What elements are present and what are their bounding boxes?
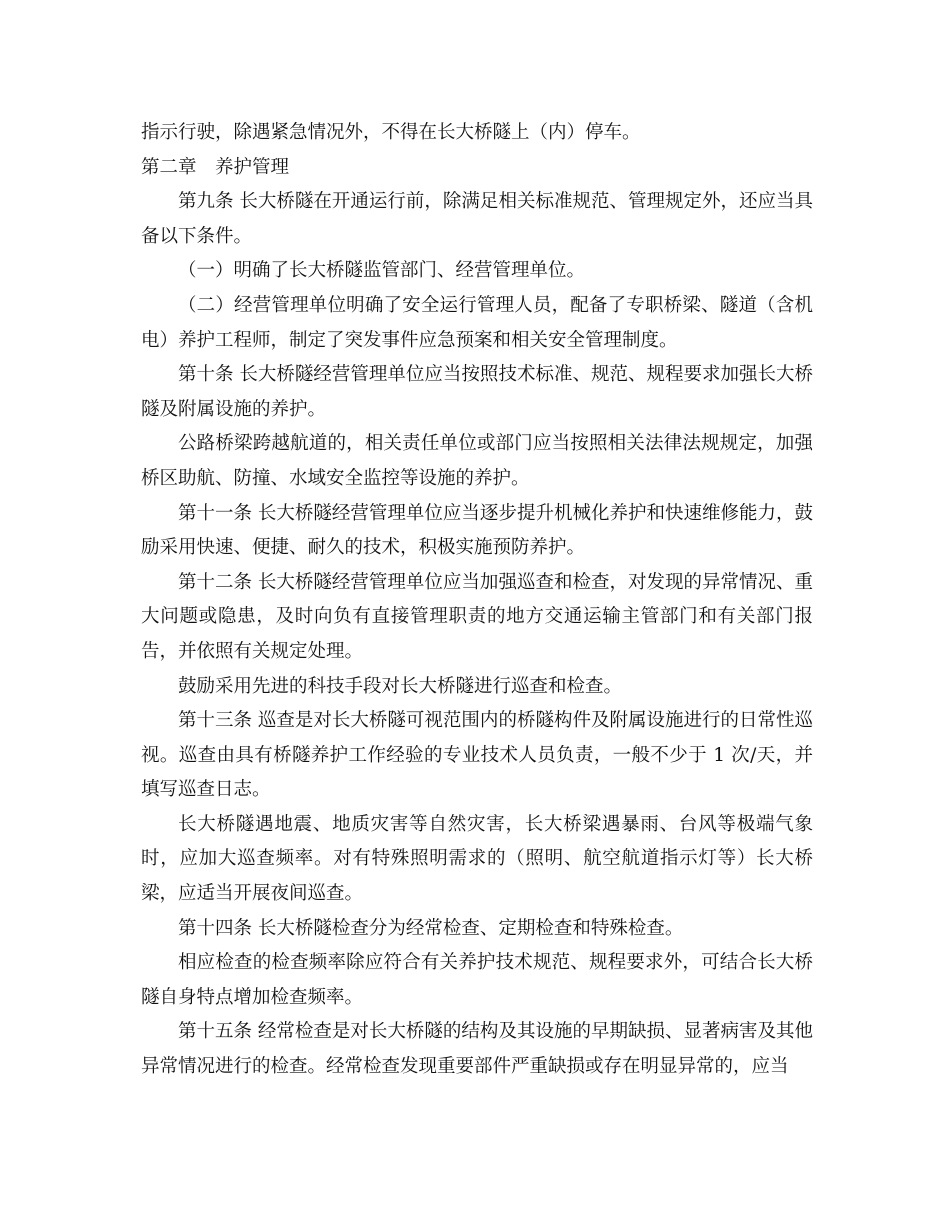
paragraph-continuation: 指示行驶，除遇紧急情况外，不得在长大桥隧上（内）停车。 (141, 122, 641, 143)
chapter-heading: 第二章 养护管理 (141, 156, 290, 178)
article-13: 第十三条 巡查是对长大桥隧可视范围内的桥隧构件及附属设施进行的日常性巡视。巡查由具有桥隧养护工作经验的专业技术人员负责，一般不少于 1 次/天，并填写巡查日志。 (141, 710, 813, 801)
article-14-paragraph-2: 相应检查的检查频率除应符合有关养护技术规范、规程要求外，可结合长大桥隧自身特点增加检查频率。 (141, 952, 813, 1008)
article-10-paragraph-2: 公路桥梁跨越航道的，相关责任单位或部门应当按照相关法律法规规定，加强桥区助航、防撞、水域安全监控等设施的养护。 (141, 433, 813, 489)
document-body (141, 116, 813, 1085)
article-13-paragraph-2: 长大桥隧遇地震、地质灾害等自然灾害，长大桥梁遇暴雨、台风等极端气象时，应加大巡查频率。对有特殊照明需求的（照明、航空航道指示灯等）长大桥梁，应适当开展夜间巡查。 (141, 813, 813, 905)
article-15: 第十五条 经常检查是对长大桥隧的结构及其设施的早期缺损、显著病害及其他异常情况进行的检查。经常检查发现重要部件严重缺损或存在明显异常的，应当 (141, 1021, 813, 1078)
article-9-item-1: （一）明确了长大桥隧监管部门、经营管理单位。 (178, 260, 586, 282)
article-9-item-2: （二）经营管理单位明确了安全运行管理人员，配备了专职桥梁、隧道（含机电）养护工程师，制定了突发事件应急预案和相关安全管理制度。 (141, 294, 813, 351)
article-12-paragraph-2: 鼓励采用先进的科技手段对长大桥隧进行巡查和检查。 (178, 675, 623, 697)
article-14: 第十四条 长大桥隧检查分为经常检查、定期检查和特殊检查。 (178, 917, 684, 939)
article-10: 第十条 长大桥隧经营管理单位应当按照技术标准、规范、规程要求加强长大桥隧及附属设施的养护。 (141, 364, 813, 420)
article-11: 第十一条 长大桥隧经营管理单位应当逐步提升机械化养护和快速维修能力，鼓励采用快速、便捷、耐久的技术，积极实施预防养护。 (141, 502, 813, 559)
article-12: 第十二条 长大桥隧经营管理单位应当加强巡查和检查，对发现的异常情况、重大问题或隐患，及时向负有直接管理职责的地方交通运输主管部门和有关部门报告，并依照有关规定处理。 (141, 571, 813, 662)
article-9: 第九条 长大桥隧在开通运行前，除满足相关标准规范、管理规定外，还应当具备以下条件。 (141, 191, 813, 247)
